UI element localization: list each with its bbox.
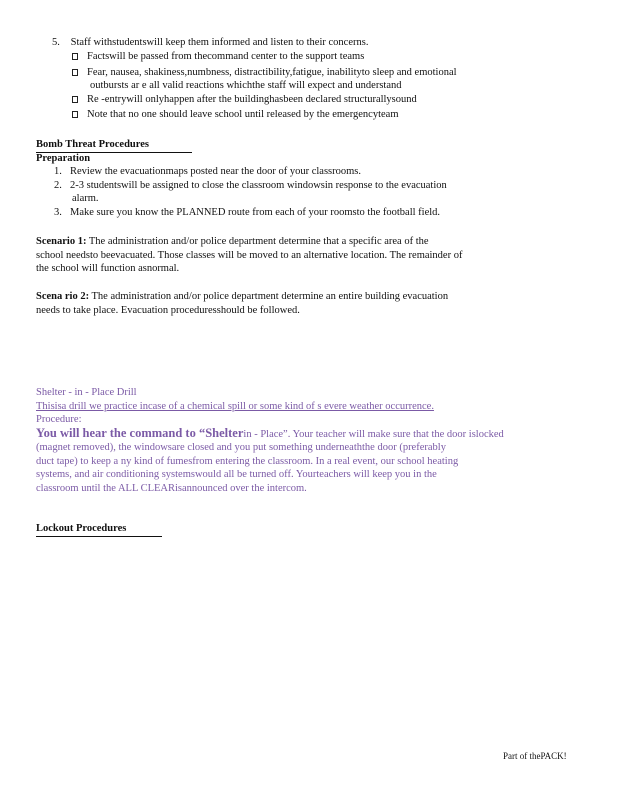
scenario-2-line: needs to take place. Evacuation proceduresshould be followed. [36, 304, 300, 316]
shelter-line: classroom until the ALL CLEARisannounced over the intercom. [36, 482, 307, 494]
list-item [54, 165, 534, 179]
item-continuation: alarm. [72, 193, 99, 204]
checkbox-bullet-icon [72, 111, 78, 118]
list-item [54, 179, 534, 193]
shelter-line: (magnet removed), the windowsare closed and you put something underneaththe door (preferably [36, 442, 446, 453]
list-item [72, 93, 550, 107]
bullet-text: Fear, nausea, shakiness,numbness, distractibility,fatigue, inabilityto sleep and emotional [87, 66, 457, 78]
staff-bullet-list [72, 50, 550, 122]
scenario-1-label: Scenario 1: [36, 236, 87, 247]
bullet-text: Note that no one should leave school until released by the emergencyteam [87, 109, 399, 120]
checkbox-bullet-icon [72, 53, 78, 60]
item-text: Review the evacuationmaps posted near the door of your classrooms. [70, 166, 362, 177]
bullet-continuation: outbursts ar e all valid reactions whichthe staff will expect and understand [90, 80, 402, 91]
bomb-prep-list [54, 165, 534, 219]
shelter-command-lead: You will hear the command to “Shelter [36, 425, 244, 440]
bomb-threat-heading: Bomb Threat Procedures [36, 138, 192, 153]
shelter-line: duct tape) to keep a ny kind of fumesfrom entering the classroom. In a real event, our school heating [36, 455, 459, 467]
shelter-line: systems, and air conditioning systemswould all be turned off. Yourteachers will keep you in the [36, 469, 437, 480]
scenario-1-line: the school will function asnormal. [36, 263, 180, 274]
item-number: 3. [54, 206, 62, 218]
scenario-2-line: The administration and/or police department determine an entire building evacuation [91, 291, 449, 302]
staff-item-5 [52, 36, 368, 50]
list-item [72, 108, 550, 122]
scenario-1-line: The administration and/or police department determine that a specific area of the [88, 236, 429, 247]
scenario-1 [36, 235, 574, 276]
item-number: 5. [52, 37, 60, 48]
lockout-heading: Lockout Procedures [36, 522, 162, 537]
footer-text: Part of thePACK! [503, 751, 567, 761]
checkbox-bullet-icon [72, 96, 78, 103]
staff-item-5-text: Staff withstudentswill keep them informed and listen to their concerns. [70, 37, 369, 48]
shelter-title: Shelter - in - Place Drill [36, 387, 137, 398]
item-number: 1. [54, 166, 62, 177]
checkbox-bullet-icon [72, 69, 78, 76]
scenario-1-line: school needsto beevacuated. Those classes will be moved to an alternative location. The remainder of [36, 249, 463, 261]
shelter-intro: Thisisa drill we practice incase of a chemical spill or some kind of s evere weather occurrence. [36, 400, 434, 412]
list-item [72, 66, 550, 80]
list-item [54, 206, 534, 220]
bullet-text: Re -entrywill onlyhappen after the buildinghasbeen declared structurallysound [87, 93, 417, 105]
item-text: Make sure you know the PLANNED route from each of your roomsto the football field. [70, 206, 441, 218]
item-text: 2-3 studentswill be assigned to close the classroom windowsin response to the evacuation [70, 179, 447, 191]
list-item [72, 50, 550, 64]
scenario-2 [36, 290, 574, 317]
bullet-text: Factswill be passed from thecommand center to the support teams [87, 51, 365, 62]
shelter-line: in - Place”. Your teacher will make sure that the door islocked [243, 428, 504, 440]
procedure-label: Procedure: [36, 414, 82, 425]
preparation-label: Preparation [36, 153, 91, 164]
item-number: 2. [54, 179, 62, 191]
scenario-2-label: Scena rio 2: [36, 291, 90, 302]
shelter-section [36, 386, 558, 495]
